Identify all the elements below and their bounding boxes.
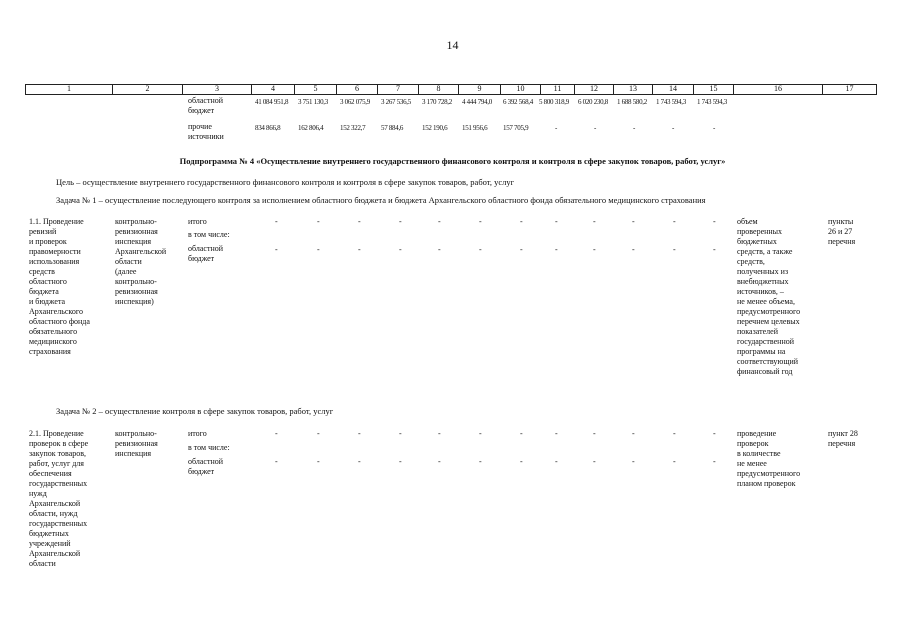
dash-value: - <box>673 457 676 466</box>
row1-result: объем проверенных бюджетных средств, а также средств, полученных из внебюджетных источников, – не менее объема, предусмотренного перечнем целевых показателей государственной программы на соответствующий финансовый год <box>737 217 801 376</box>
column-header-10: 10 <box>501 84 541 94</box>
row1-regional-label: областной бюджет <box>188 244 224 263</box>
dash-value: - <box>479 457 482 466</box>
funding-value: 3 170 728,2 <box>422 98 452 106</box>
dash-value: - <box>479 245 482 254</box>
funding-value: - <box>633 124 636 132</box>
row2-including-label: в том числе: <box>188 443 230 452</box>
dash-value: - <box>520 217 523 226</box>
funding-value: 3 267 536,5 <box>381 98 411 106</box>
funding-value: 3 062 075,9 <box>340 98 370 106</box>
task2-text: Задача № 2 – осуществление контроля в сфере закупок товаров, работ, услуг <box>56 406 334 416</box>
row2-total-label: итого <box>188 429 207 438</box>
column-header-6: 6 <box>337 84 378 94</box>
funding-value: 162 806,4 <box>298 124 324 132</box>
dash-value: - <box>520 457 523 466</box>
header-bottom-rule <box>25 94 877 95</box>
row2-regional-label: областной бюджет <box>188 457 224 476</box>
dash-value: - <box>438 245 441 254</box>
row1-measure-name: 1.1. Проведение ревизий и проверок правомерности использования средств областного бюджета и бюджета Архангельского областного фонда обязательного медицинского страхования <box>29 217 90 356</box>
dash-value: - <box>632 245 635 254</box>
funding-row-label: областной бюджет <box>188 96 224 115</box>
dash-value: - <box>275 217 278 226</box>
dash-value: - <box>632 429 635 438</box>
column-header-15: 15 <box>694 84 734 94</box>
dash-value: - <box>593 245 596 254</box>
column-header-2: 2 <box>113 84 183 94</box>
column-header-3: 3 <box>183 84 252 94</box>
dash-value: - <box>438 217 441 226</box>
dash-value: - <box>632 457 635 466</box>
funding-value: 3 751 130,3 <box>298 98 328 106</box>
column-header-5: 5 <box>295 84 337 94</box>
dash-value: - <box>358 457 361 466</box>
funding-value: 152 322,7 <box>340 124 366 132</box>
page-number: 14 <box>446 38 459 52</box>
dash-value: - <box>632 217 635 226</box>
dash-value: - <box>713 217 716 226</box>
row2-measure-name: 2.1. Проведение проверок в сфере закупок товаров, работ, услуг для обеспечения государственных нужд Архангельской области, нужд государственных бюджетных учреждений Архангельской области <box>29 429 89 568</box>
dash-value: - <box>399 217 402 226</box>
row1-including-label: в том числе: <box>188 230 230 239</box>
subprogram-title: Подпрограмма № 4 «Осуществление внутреннего государственного финансового контроля и контроля в сфере закупок товаров, работ, услуг» <box>179 156 726 166</box>
funding-value: - <box>555 124 558 132</box>
dash-value: - <box>520 429 523 438</box>
funding-value: 1 743 594,3 <box>656 98 686 106</box>
row1-total-label: итого <box>188 217 207 226</box>
funding-value: 57 884,6 <box>381 124 404 132</box>
dash-value: - <box>438 457 441 466</box>
dash-value: - <box>673 217 676 226</box>
funding-value: 152 190,6 <box>422 124 448 132</box>
funding-value: 157 705,9 <box>503 124 529 132</box>
dash-value: - <box>399 457 402 466</box>
funding-row-label: прочие источники <box>188 122 224 141</box>
dash-value: - <box>358 245 361 254</box>
column-header-1: 1 <box>25 84 113 94</box>
dash-value: - <box>275 245 278 254</box>
dash-value: - <box>593 457 596 466</box>
column-header-9: 9 <box>459 84 501 94</box>
goal-text: Цель – осуществление внутреннего государственного финансового контроля и контроля в сфере закупок товаров, работ, услуг <box>56 177 515 187</box>
row2-result: проведение проверок в количестве не менее предусмотренного планом проверок <box>737 429 801 488</box>
funding-value: 41 084 951,8 <box>255 98 289 106</box>
task1-text: Задача № 1 – осуществление последующего контроля за исполнением областного бюджета и бюджета Архангельского областного фонда обязательного медицинского страхования <box>56 195 706 205</box>
funding-value: 5 800 318,9 <box>539 98 569 106</box>
funding-value: 1 743 594,3 <box>697 98 727 106</box>
dash-value: - <box>438 429 441 438</box>
dash-value: - <box>713 245 716 254</box>
dash-value: - <box>593 429 596 438</box>
dash-value: - <box>399 245 402 254</box>
funding-value: 1 688 580,2 <box>617 98 647 106</box>
dash-value: - <box>399 429 402 438</box>
funding-value: - <box>594 124 597 132</box>
dash-value: - <box>555 217 558 226</box>
funding-value: 6 392 568,4 <box>503 98 533 106</box>
dash-value: - <box>275 457 278 466</box>
row1-reference: пункты 26 и 27 перечня <box>828 217 856 246</box>
dash-value: - <box>555 457 558 466</box>
dash-value: - <box>593 217 596 226</box>
column-header-12: 12 <box>575 84 614 94</box>
dash-value: - <box>275 429 278 438</box>
dash-value: - <box>317 429 320 438</box>
column-header-7: 7 <box>378 84 419 94</box>
dash-value: - <box>317 245 320 254</box>
row2-executor: контрольно- ревизионная инспекция <box>115 429 158 458</box>
column-header-13: 13 <box>614 84 653 94</box>
dash-value: - <box>520 245 523 254</box>
funding-value: - <box>672 124 675 132</box>
funding-value: 4 444 794,0 <box>462 98 492 106</box>
column-header-14: 14 <box>653 84 694 94</box>
column-header-8: 8 <box>419 84 459 94</box>
dash-value: - <box>555 245 558 254</box>
column-header-17: 17 <box>823 84 877 94</box>
dash-value: - <box>673 429 676 438</box>
column-header-4: 4 <box>252 84 295 94</box>
dash-value: - <box>713 457 716 466</box>
funding-value: 6 020 230,8 <box>578 98 608 106</box>
funding-value: 151 956,6 <box>462 124 488 132</box>
dash-value: - <box>358 217 361 226</box>
dash-value: - <box>555 429 558 438</box>
funding-value: 834 866,8 <box>255 124 281 132</box>
dash-value: - <box>317 217 320 226</box>
dash-value: - <box>479 217 482 226</box>
column-header-11: 11 <box>541 84 575 94</box>
row1-executor: контрольно- ревизионная инспекция Архангельской области (далее контрольно- ревизионная инспекция) <box>115 217 167 306</box>
dash-value: - <box>317 457 320 466</box>
dash-value: - <box>713 429 716 438</box>
dash-value: - <box>358 429 361 438</box>
dash-value: - <box>673 245 676 254</box>
column-header-16: 16 <box>734 84 823 94</box>
row2-reference: пункт 28 перечня <box>828 429 858 448</box>
funding-value: - <box>713 124 716 132</box>
dash-value: - <box>479 429 482 438</box>
